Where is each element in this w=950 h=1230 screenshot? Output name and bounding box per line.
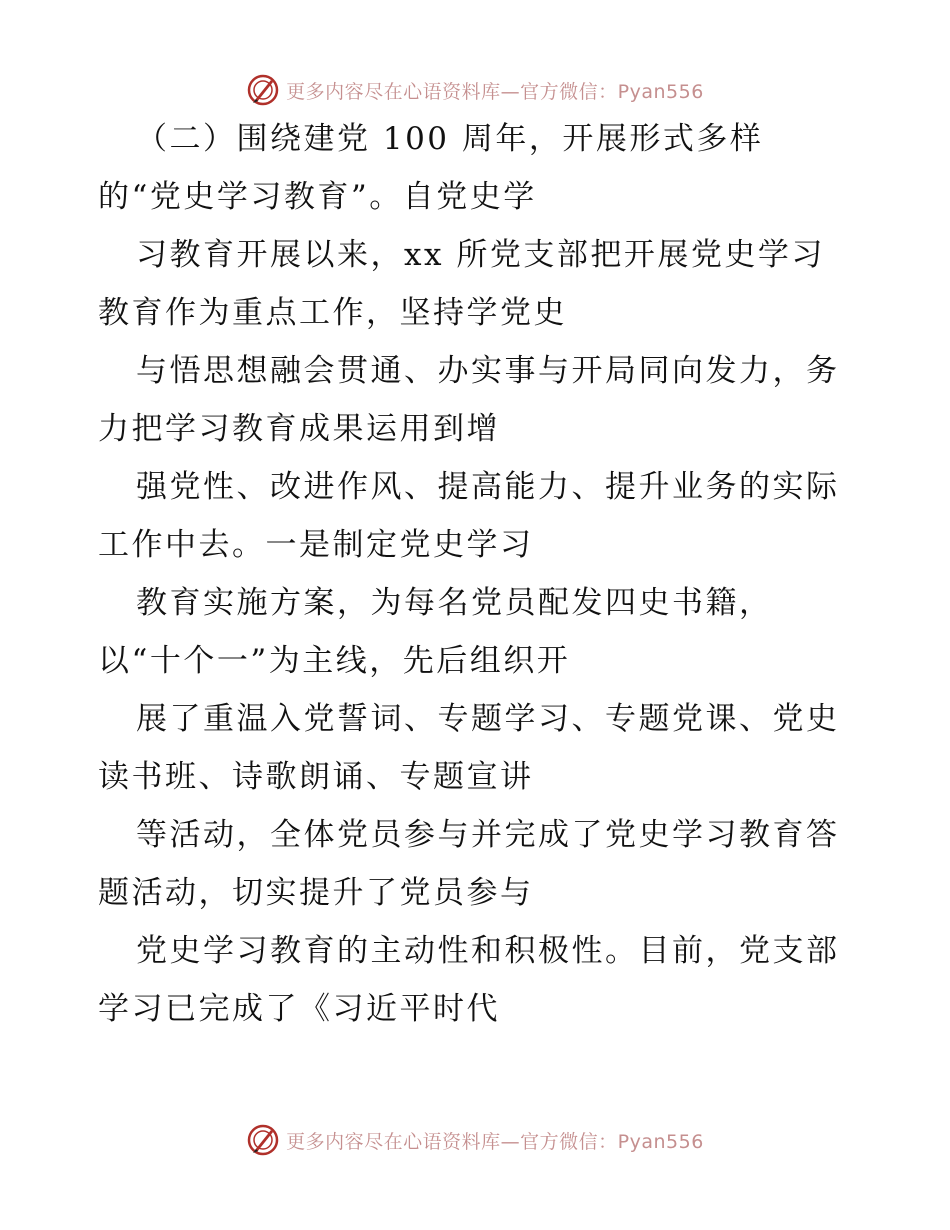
paragraph-line: 的“党史学习教育”。自党史学 — [98, 179, 537, 215]
paragraph-line: 力把学习教育成果运用到增 — [98, 411, 500, 447]
paragraph-line: 工作中去。一是制定党史学习 — [98, 527, 534, 563]
quill-seal-icon — [246, 73, 280, 107]
paragraph-line: 读书班、诗歌朗诵、专题宣讲 — [98, 759, 534, 795]
paragraph-line: 题活动，切实提升了党员参与 — [98, 875, 534, 911]
paragraph-line: 等活动，全体党员参与并完成了党史学习教育答 — [136, 817, 840, 853]
paragraph-line: 教育作为重点工作，坚持学党史 — [98, 295, 567, 331]
paragraph-line: （二）围绕建党 100 周年，开展形式多样 — [136, 121, 764, 157]
paragraph-line: 以“十个一”为主线，先后组织开 — [98, 643, 571, 679]
paragraph-line: 教育实施方案，为每名党员配发四史书籍， — [136, 585, 773, 621]
watermark-text: 更多内容尽在心语资料库—官方微信：Pyan556 — [286, 1130, 704, 1153]
document-body — [98, 121, 858, 1027]
paragraph-line: 党史学习教育的主动性和积极性。目前，党支部 — [136, 933, 840, 969]
paragraph-line: 习教育开展以来，xx 所党支部把开展党史学习 — [136, 237, 825, 273]
paragraph-line: 与悟思想融会贯通、办实事与开局同向发力，务 — [136, 353, 840, 389]
paragraph-line: 展了重温入党誓词、专题学习、专题党课、党史 — [136, 701, 840, 737]
paragraph-line: 强党性、改进作风、提高能力、提升业务的实际 — [136, 469, 840, 505]
footer-watermark — [0, 1120, 950, 1160]
header-watermark — [0, 70, 950, 110]
paragraph-line: 学习已完成了《习近平时代 — [98, 991, 500, 1027]
watermark-text: 更多内容尽在心语资料库—官方微信：Pyan556 — [286, 80, 704, 103]
quill-seal-icon — [246, 1123, 280, 1157]
